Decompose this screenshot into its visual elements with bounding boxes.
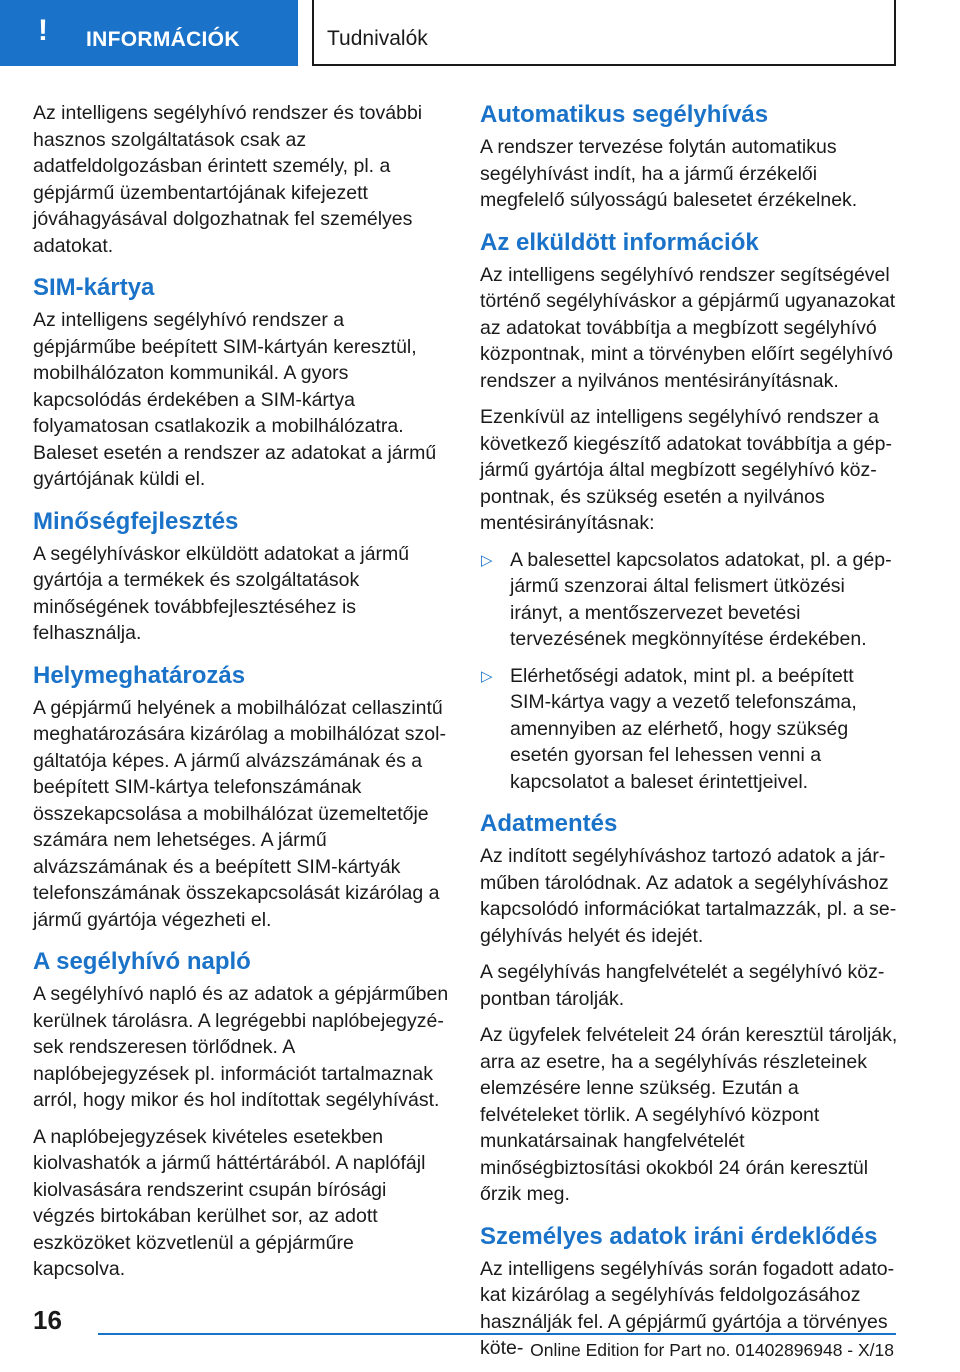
log-heading: A segélyhívó napló [33,948,251,975]
sent-paragraph-2: Ezenkívül az intelligens segélyhívó rendszer a következő kiegészítő adatokat továbbítja a gépjármű gyártója által megbízott segélyhívó központnak, és szükség esetén a nyilvános mentésirányításnak: [480,406,892,534]
sent-bullet-list [480,547,898,796]
list-item [480,547,898,653]
page-number: 16 [33,1305,62,1335]
exclamation-icon: ! [38,14,48,47]
sim-paragraph: Az intelligens segélyhívó rendszer a gépjárműbe beépített SIM-kártyán keresztül, mobilhálózaton kommunikál. A gyors kapcsolódás érdekében a SIM-kártya folyamatosan csatlakozik a mobilhálózatra. Baleset esetén a rendszer az adatokat a jármű gyártójának küldi el. [33,309,437,490]
triangle-bullet-icon: ▷ [481,551,493,569]
subsection-label: Tudnivalók [327,27,428,50]
log-paragraph-1: A segélyhívó napló és az adatok a gépjárműben kerülnek tárolásra. A legrégebbi naplóbejegyzések rendszeresen törlődnek. A naplóbejegyzések pl. információt tartalmaznak arról, hogy mikor és hol indítottak segélyhívást. [33,983,449,1111]
intro-paragraph: Az intelligens segélyhívó rendszer és további hasznos szolgáltatások csak az adatfeldolgozásban érintett személy, pl. a gépjármű üzembentartójának kifejezett jóváhagyásával dolgozhatnak fel személyes adatokat. [33,102,423,257]
subsection-tab [312,0,896,66]
section-tab [0,0,298,66]
bullet-text: Elérhetőségi adatok, mint pl. a beépített SIM-kártya vagy a vezető telefonszáma, amennyiben az elérhető, hogy szükség esetén gyorsan fel lehessen venni a kapcsolatot a baleset érintettjeivel. [510,664,857,793]
backup-paragraph-3: Az ügyfelek felvételeit 24 órán keresztül tárolják, arra az esetre, ha a segélyhívás részleteinek elemzésére lenne szükség. Ezután a felvételeket törlik. A segélyhívó központ munkatársainak hangfelvételét minőségbiztosítási okokból 24 órán keresztül őrzik meg. [480,1024,898,1205]
sent-heading: Az elküldött információk [480,228,759,256]
edition-footer: Online Edition for Part no. 01402896948 - X/18 [530,1340,894,1360]
auto-heading: Automatikus segélyhívás [480,101,769,128]
left-column [33,100,449,1293]
interest-heading: Személyes adatok iráni érdeklődés [480,1222,878,1250]
sim-heading: SIM-kártya [33,274,155,301]
list-item [480,663,898,796]
interest-paragraph: Az intelligens segélyhívás során fogadott adatokat kizárólag a segélyhívás feldolgozásához használják fel. A gépjármű gyártója a törvényes köte- [480,1257,895,1359]
sent-paragraph-1: Az intelligens segélyhívó rendszer segítségével történő segélyhíváskor a gépjármű ugyanazokat az adatokat továbbítja a megbízott segélyhívó központnak, mint a törvényben előírt segélyhívó rendszer a nyilvános mentésirányításnak. [480,263,896,392]
bullet-text: A balesettel kapcsolatos adatokat, pl. a gépjármű szenzorai által felismert ütközési irányt, a mentőszervezet bevetési tervezésének megkönnyítése érdekében. [510,548,892,650]
backup-paragraph-2: A segélyhívás hangfelvételét a segélyhívó központban tárolják. [480,961,885,1010]
quality-paragraph: A segélyhíváskor elküldött adatokat a jármű gyártója a termékek és szolgáltatások minőségének továbbfejlesztéséhez is felhasználja. [33,542,410,644]
section-label: INFORMÁCIÓK [86,28,240,51]
log-paragraph-2: A naplóbejegyzések kivételes esetekben kiolvashatók a jármű háttértárából. A naplófájl kiolvasására rendszerint csupán bírósági végzés birtokában kerülhet sor, az adott eszközöket közvetlenül a gépjárműre kapcsolva. [33,1125,426,1280]
backup-heading: Adatmentés [480,810,618,837]
triangle-bullet-icon: ▷ [481,667,493,685]
backup-paragraph-1: Az indított segélyhíváshoz tartozó adatok a járműben tárolódnak. Az adatok a segélyhíváshoz kapcsolódó információkat tartalmazzák, pl. a segélyhívás helyét és idejét. [480,845,897,947]
location-paragraph: A gépjármű helyének a mobilhálózat cellaszintű meghatározására kizárólag a mobilhálózat szolgáltatója képes. A jármű alvázszámának és a beépített SIM-kártya telefonszámának összekapcsolása a mobilhálózat üzemeltetője számára nem lehetséges. A jármű alvázszámának és a beépített SIM-kártyák telefonszámának összekapcsolását kizárólag a jármű gyártója végezheti el. [33,696,446,931]
quality-heading: Minőségfejlesztés [33,507,239,535]
footer-divider [98,1333,896,1335]
auto-paragraph: A rendszer tervezése folytán automatikus segélyhívást indít, ha a jármű érzékelői megfelelő súlyosságú balesetet érzékelnek. [480,136,858,211]
right-column [480,100,898,1372]
location-heading: Helymeghatározás [33,661,246,689]
